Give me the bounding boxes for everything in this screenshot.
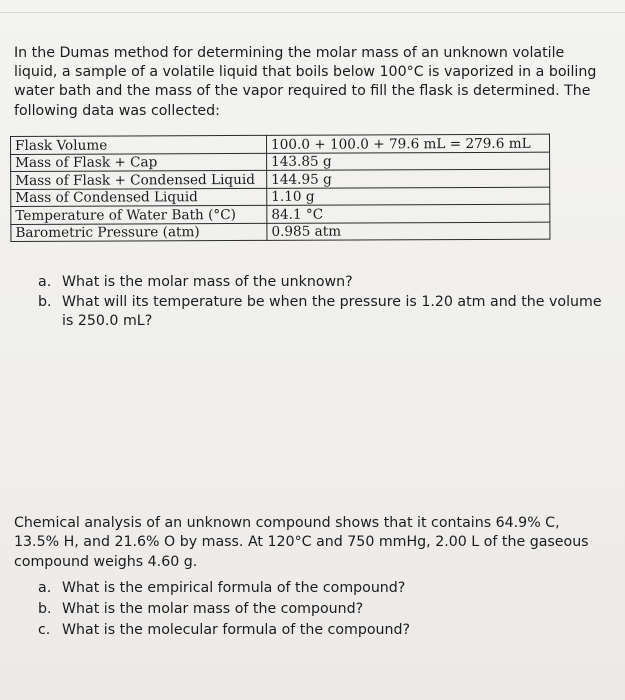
table-label: Mass of Flask + Cap [11, 153, 267, 172]
table-label: Mass of Flask + Condensed Liquid [11, 170, 267, 189]
question-marker: a. [38, 274, 52, 290]
table-label: Mass of Condensed Liquid [11, 188, 267, 207]
question-text: What is the molecular formula of the compound? [62, 622, 411, 638]
list-item [38, 620, 598, 641]
question-marker: b. [38, 601, 52, 617]
list-item [38, 273, 608, 293]
table-label: Barometric Pressure (atm) [11, 223, 267, 242]
question-text: What is the molar mass of the unknown? [62, 274, 353, 290]
question-text: What will its temperature be when the pressure is 1.20 atm and the volume is 250.0 mL? [62, 293, 602, 329]
question-text: What is the empirical formula of the compound? [62, 580, 406, 596]
question-marker: a. [38, 580, 52, 596]
table-value: 1.10 g [267, 187, 550, 206]
question-marker: c. [38, 622, 51, 638]
list-item [38, 293, 608, 332]
table-value: 84.1 °C [267, 204, 550, 223]
table-row [11, 134, 550, 154]
table-value: 143.85 g [267, 152, 550, 171]
table-label: Flask Volume [11, 135, 267, 154]
problem2-questions [38, 578, 598, 641]
page-edge-line [0, 12, 625, 13]
table-label: Temperature of Water Bath (°C) [11, 205, 267, 224]
table-row [11, 222, 550, 242]
problem1-intro: In the Dumas method for determining the molar mass of an unknown volatile liquid, a sample of a volatile liquid that boils below 100°C is vaporized in a boiling water bath and the mass of the vapor required to fill the flask is determined. The following data was collected: [14, 45, 597, 119]
problem2-intro: Chemical analysis of an unknown compound shows that it contains 64.9% C, 13.5% H, and 21.6% O by mass. At 120°C and 750 mmHg, 2.00 L of the gaseous compound weighs 4.60 g. [14, 515, 589, 570]
question-text: What is the molar mass of the compound? [62, 601, 364, 617]
list-item [38, 578, 598, 599]
dumas-data-table [10, 134, 550, 242]
question-marker: b. [38, 293, 52, 310]
table-value: 0.985 atm [267, 222, 550, 241]
list-item [38, 599, 598, 620]
table-value: 144.95 g [267, 169, 550, 188]
problem1-questions [38, 273, 608, 332]
table-value: 100.0 + 100.0 + 79.6 mL = 279.6 mL [266, 134, 549, 153]
